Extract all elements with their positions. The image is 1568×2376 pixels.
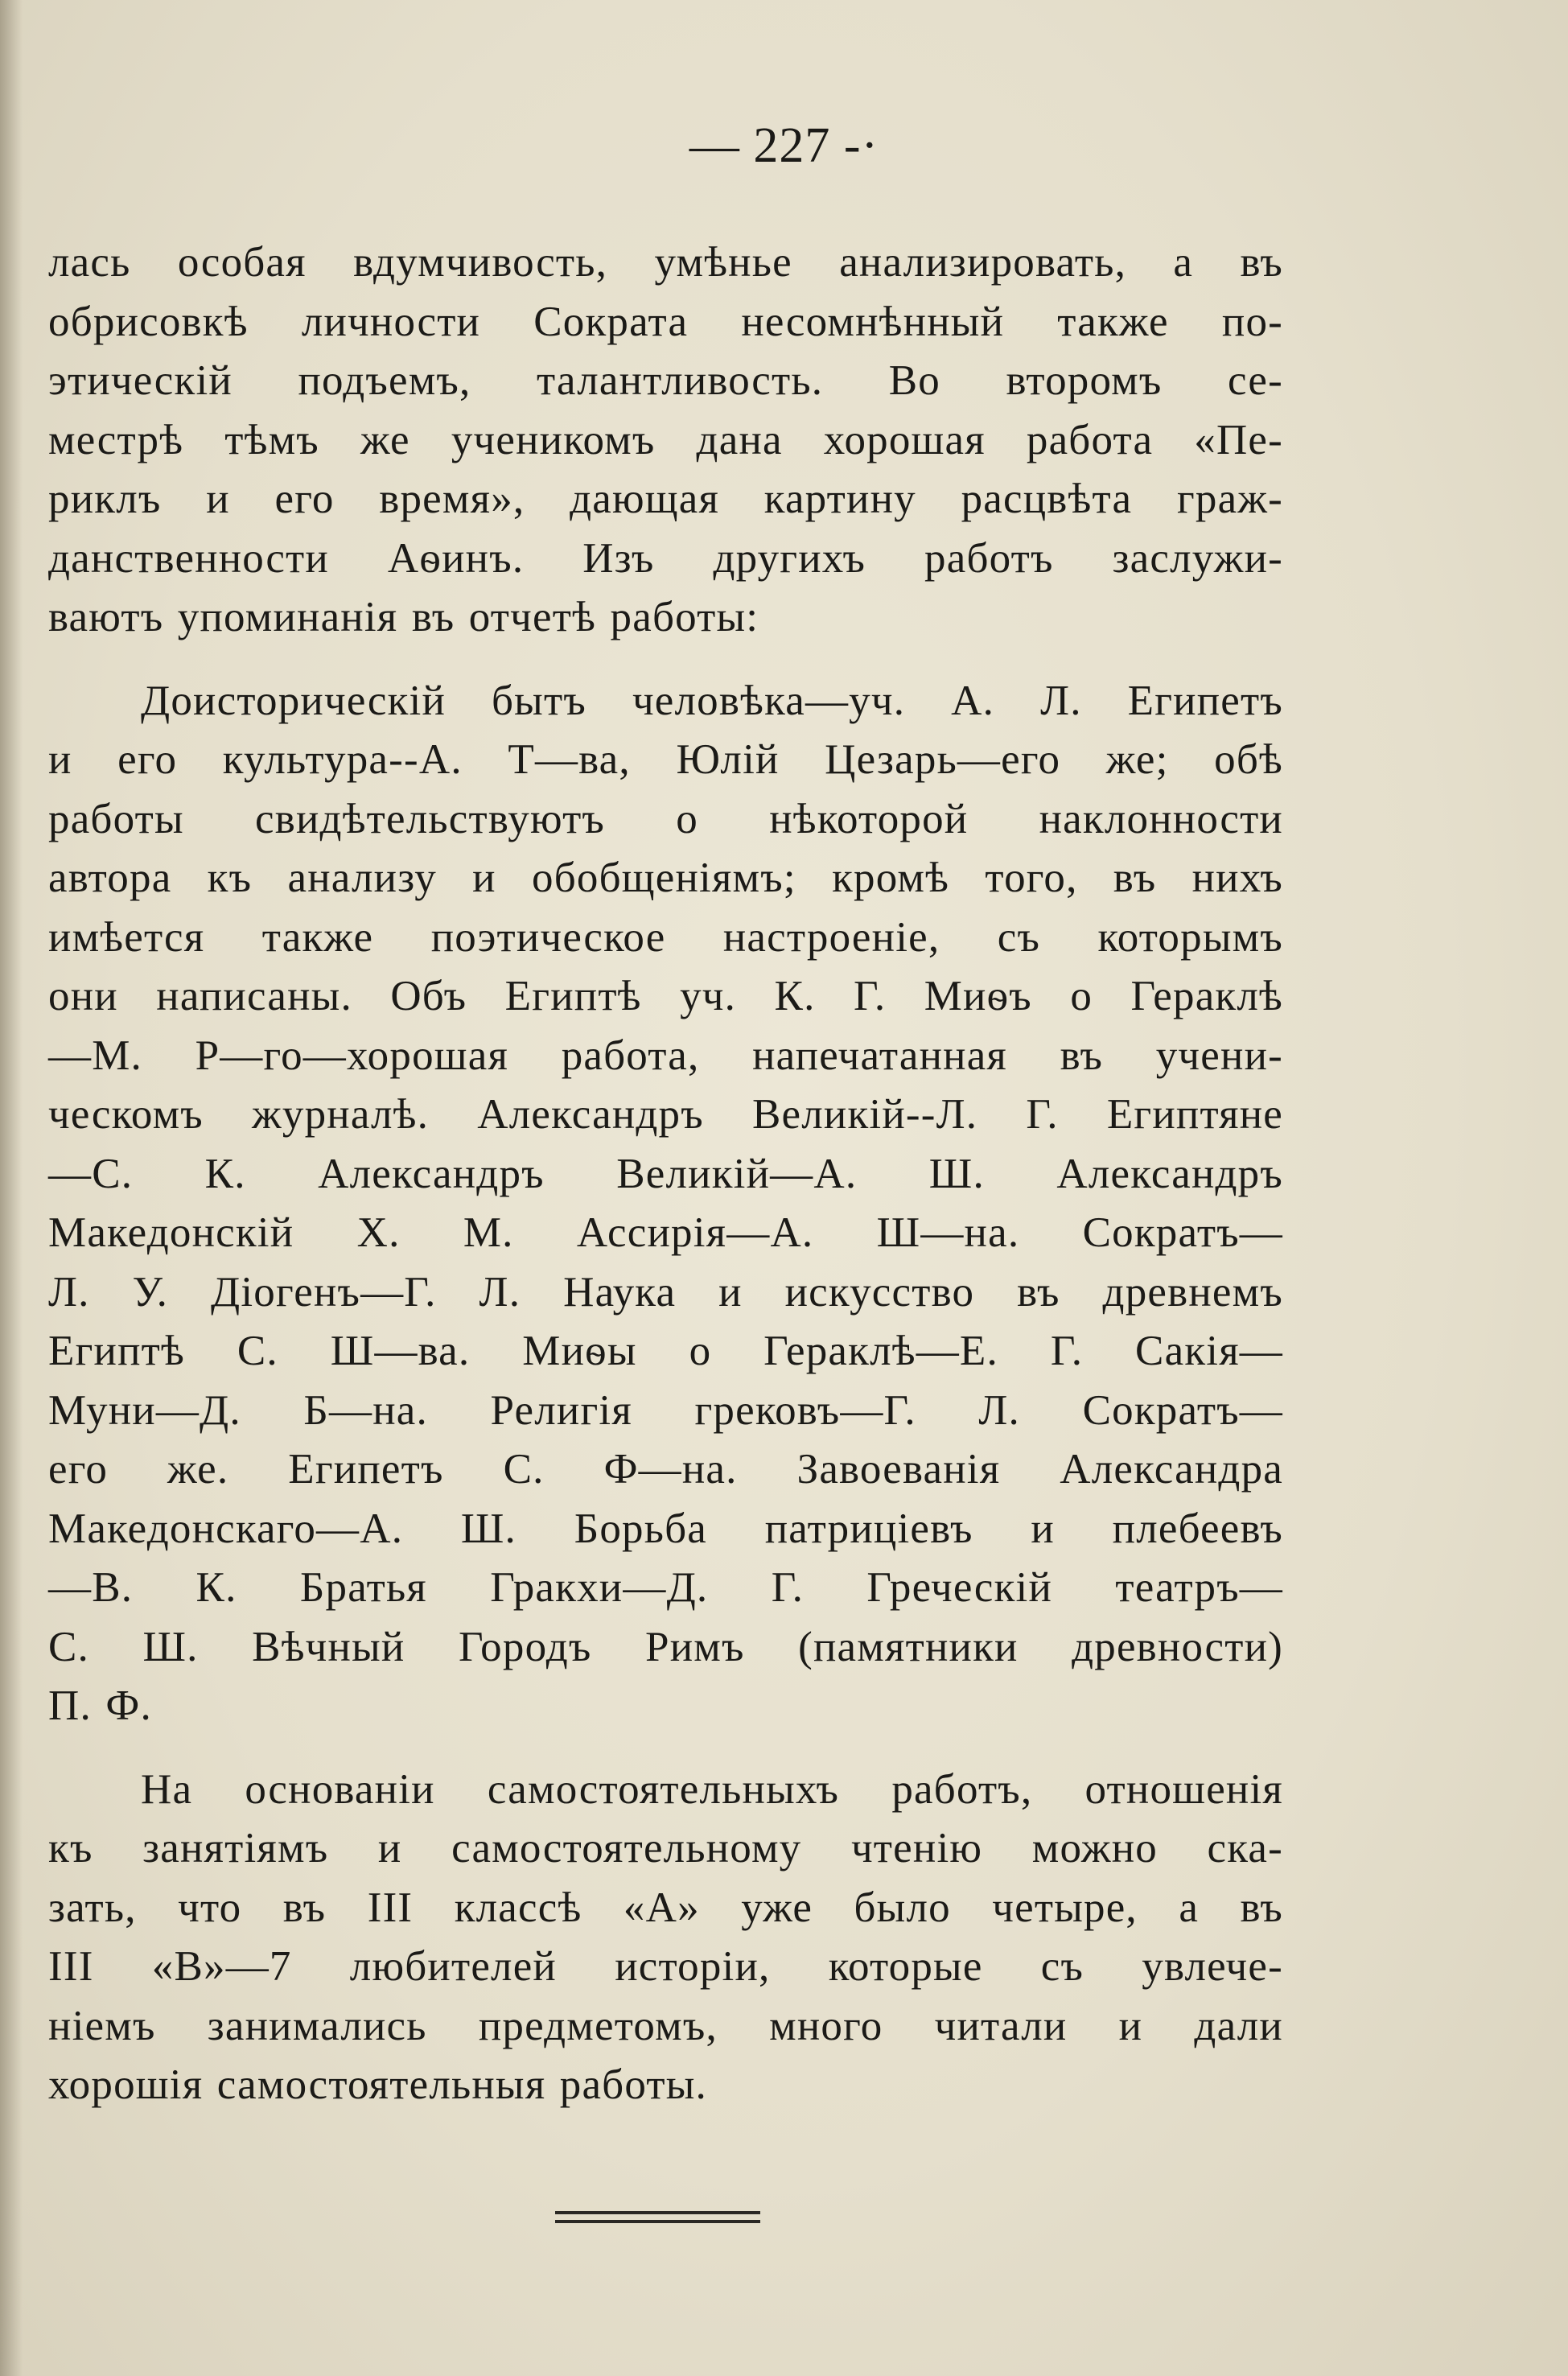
text-line: Доисторическій бытъ человѣка—уч. А. Л. Египетъ [141,677,1283,724]
text-line: ваютъ упоминанія въ отчетѣ работы: [48,594,759,640]
text-line: Македонскій Х. М. Ассирія—А. Ш—на. Сократъ— [48,1209,1283,1256]
text-line: зать, что въ III классѣ «А» уже было четыре, а въ [48,1884,1283,1931]
text-line: ческомъ журналѣ. Александръ Великій--Л. Г. Египтяне [48,1091,1283,1138]
paragraph-gap [48,648,1283,672]
text-line: риклъ и его время», дающая картину расцвѣта граж- [48,476,1283,522]
text-line: III «В»—7 любителей исторіи, которые съ увлече- [48,1943,1283,1990]
rule-line [555,2211,760,2214]
page-edge-shadow [0,0,23,2376]
text-line: они написаны. Объ Египтѣ уч. К. Г. Миѳъ о Гераклѣ [48,973,1283,1019]
text-line: местрѣ тѣмъ же ученикомъ дана хорошая работа «Пе- [48,416,1283,463]
page-number: — 227 -· [689,118,879,173]
text-line: данственности Аѳинъ. Изъ другихъ работъ заслужи- [48,534,1283,582]
text-line: ніемъ занимались предметомъ, много читали и дали [48,2002,1283,2049]
text-line: лась особая вдумчивость, умѣнье анализировать, а въ [48,239,1283,286]
text-line: На основаніи самостоятельныхъ работъ, отношенія [141,1765,1283,1813]
body-text [48,233,1283,2115]
text-line: работы свидѣтельствуютъ о нѣкоторой наклонности [48,795,1283,842]
text-line: и его культура--А. Т—ва, Юлій Цезарь—его же; обѣ [48,736,1283,783]
text-line: —С. К. Александръ Великій—А. Ш. Александръ [48,1150,1283,1197]
text-line: этическій подъемъ, талантливость. Во второмъ се- [48,357,1283,404]
end-double-rule [555,2211,760,2229]
text-line: его же. Египетъ С. Ф—на. Завоеванія Александра [48,1446,1283,1493]
paragraph-gap [48,1736,1283,1760]
text-line: П. Ф. [48,1682,152,1729]
text-line: Л. У. Діогенъ—Г. Л. Наука и искусство въ древнемъ [48,1268,1283,1316]
text-line: къ занятіямъ и самостоятельному чтенію можно ска- [48,1825,1283,1872]
text-line: —В. К. Братья Гракхи—Д. Г. Греческій театръ— [48,1564,1283,1611]
text-line: автора къ анализу и обобщеніямъ; кромѣ того, въ нихъ [48,854,1283,901]
text-line: хорошія самостоятельныя работы. [48,2061,707,2108]
text-line: Македонскаго—А. Ш. Борьба патриціевъ и плебеевъ [48,1505,1283,1552]
text-line: Муни—Д. Б—на. Религія грековъ—Г. Л. Сократъ— [48,1386,1283,1434]
text-line: обрисовкѣ личности Сократа несомнѣнный также по- [48,298,1283,345]
text-line: —М. Р—го—хорошая работа, напечатанная въ учени- [48,1032,1283,1079]
rule-line [555,2220,760,2223]
text-line: С. Ш. Вѣчный Городъ Римъ (памятники древности) [48,1623,1283,1670]
text-line: имѣется также поэтическое настроеніе, съ которымъ [48,913,1283,961]
text-line: Египтѣ С. Ш—ва. Миѳы о Гераклѣ—Е. Г. Сакія— [48,1328,1283,1374]
